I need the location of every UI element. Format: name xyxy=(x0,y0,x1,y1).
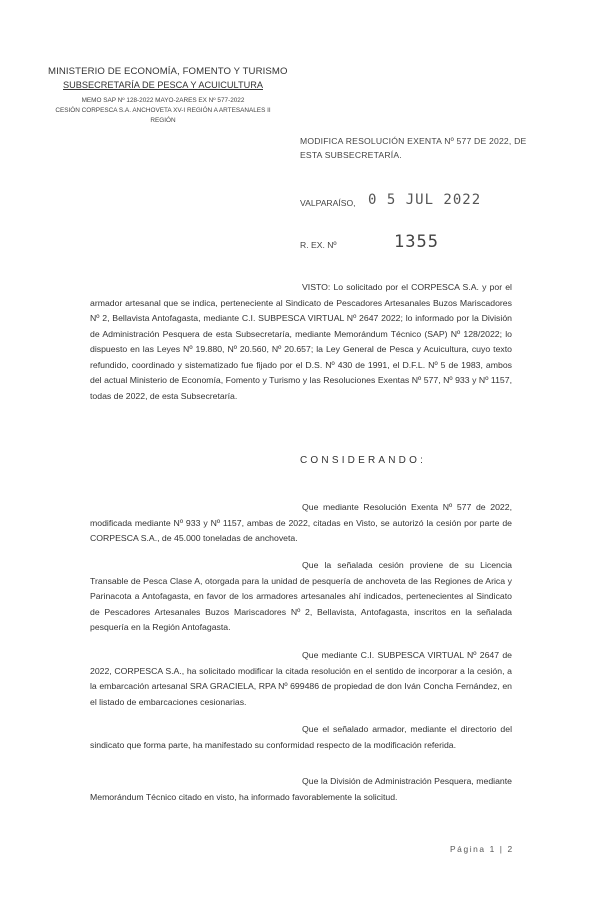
place-label: VALPARAÍSO, xyxy=(300,198,356,208)
subsecretaria-name: SUBSECRETARÍA DE PESCA Y ACUICULTURA xyxy=(63,80,263,90)
region-reference: REGIÓN xyxy=(150,117,176,124)
considerando-item xyxy=(90,722,512,753)
considerando-text: Que la División de Administración Pesquera, mediante Memorándum Técnico citado en visto, ha informado favorablemente la solicitud. xyxy=(90,776,512,802)
resolution-label: R. EX. Nº xyxy=(300,240,337,250)
considerando-text: Que mediante Resolución Exenta Nº 577 de 2022, modificada mediante Nº 933 y Nº 1157, ambas de 2022, citadas en Visto, se autorizó la cesión por parte de CORPESCA S.A., de 45.000 toneladas de anchoveta. xyxy=(90,502,512,543)
considerando-item xyxy=(90,558,512,636)
visto-text: VISTO: Lo solicitado por el CORPESCA S.A. y por el armador artesanal que se indica, perteneciente al Sindicato de Pescadores Artesanales Buzos Mariscadores Nº 2, Bellavista Antofagasta, mediante C.I. SUBPESCA VIRTUAL Nº 2647 2022; lo informado por la División de Administración Pesquera de esta Subsecretaría, mediante Memorándum Técnico (SAP) Nº 128/2022; lo dispuesto en las Leyes Nº 19.880, Nº 20.560, Nº 20.657; la Ley General de Pesca y Acuicultura, cuyo texto refundido, coordinado y sistematizado fue fijado por el D.S. Nº 430 de 1991, el D.F.L. Nº 5 de 1983, ambos del actual Ministerio de Economía, Fomento y Turismo y las Resoluciones Exentas Nº 577, Nº 933 y Nº 1157, todas de 2022, de esta Subsecretaría. xyxy=(90,282,512,401)
considerando-text: Que el señalado armador, mediante el directorio del sindicato que forma parte, ha manifestado su conformidad respecto de la modificación referida. xyxy=(90,724,512,750)
considerando-item xyxy=(90,774,512,805)
resolution-number: 1355 xyxy=(394,232,439,252)
ministry-name: MINISTERIO DE ECONOMÍA, FOMENTO Y TURISMO xyxy=(48,66,288,77)
considerando-text: Que la señalada cesión proviene de su Licencia Transable de Pesca Clase A, otorgada para la unidad de pesquería de anchoveta de las Regiones de Arica y Parinacota a Antofagasta, en favor de los armadores artesanales ahí indicados, pertenecientes al Sindicato de Pescadores Artesanales Buzos Mariscadores Nº 2, Bellavista, Antofagasta, inscritos en la señalada pesquería en la Región Antofagasta. xyxy=(90,560,512,632)
date-stamp: 0 5 JUL 2022 xyxy=(368,192,482,208)
memo-reference: MEMO SAP Nº 128-2022 MAYO-2ARES EX Nº 577-2022 xyxy=(81,97,245,104)
considerando-title: CONSIDERANDO: xyxy=(300,455,427,466)
considerando-text: Que mediante C.I. SUBPESCA VIRTUAL Nº 2647 de 2022, CORPESCA S.A., ha solicitado modificar la citada resolución en el sentido de incorporar a la cesión, a la embarcación artesanal SRA GRACIELA, RPA Nº 699486 de propiedad de don Iván Concha Fernández, en el listado de embarcaciones cesionarias. xyxy=(90,650,512,707)
document-subject-line2: ESTA SUBSECRETARÍA. xyxy=(300,150,402,160)
considerando-item xyxy=(90,500,512,547)
considerando-item xyxy=(90,648,512,710)
visto-paragraph xyxy=(90,280,512,404)
page-number: Página 1 | 2 xyxy=(450,844,514,854)
cesion-reference: CESIÓN CORPESCA S.A. ANCHOVETA XV-I REGIÓN A ARTESANALES II xyxy=(55,107,271,114)
document-subject-line1: MODIFICA RESOLUCIÓN EXENTA Nº 577 DE 2022, DE xyxy=(300,136,527,146)
